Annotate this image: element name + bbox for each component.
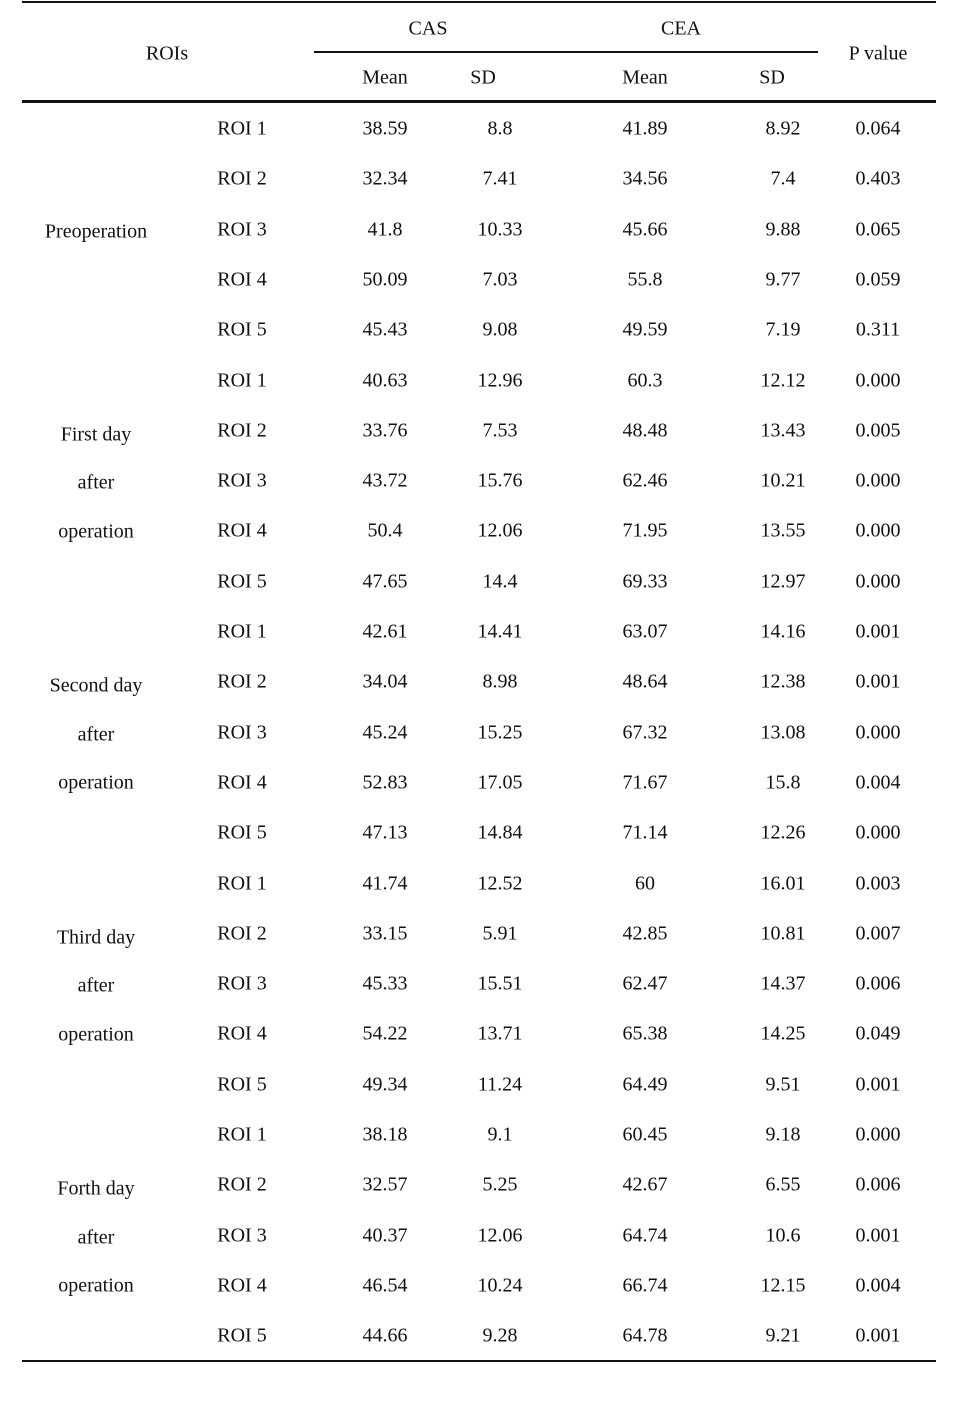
cell-roi: ROI 2 <box>217 419 267 442</box>
cell-cea-mean: 71.14 <box>622 821 668 844</box>
cell-cas-sd: 12.96 <box>477 369 523 391</box>
cell-roi: ROI 2 <box>217 167 267 190</box>
cell-cea-mean: 64.74 <box>622 1224 668 1247</box>
cell-cas-sd: 15.51 <box>477 972 523 995</box>
cell-p: 0.001 <box>855 620 901 643</box>
header-cas: CAS <box>408 17 448 40</box>
cell-cea-mean: 67.32 <box>622 721 668 744</box>
cell-p: 0.311 <box>855 318 901 341</box>
cell-roi: ROI 1 <box>217 369 267 391</box>
cell-p: 0.004 <box>855 1274 901 1297</box>
cell-cas-mean: 44.66 <box>362 1324 408 1347</box>
cell-cas-mean: 40.63 <box>362 369 408 391</box>
header-cea-sd: SD <box>759 66 785 89</box>
cell-cea-mean: 60 <box>635 872 655 894</box>
cell-cea-sd: 9.88 <box>765 218 801 241</box>
cell-p: 0.064 <box>855 117 901 140</box>
cell-cea-sd: 12.15 <box>760 1274 806 1297</box>
group-label: Preoperation <box>44 220 148 243</box>
cell-cea-mean: 49.59 <box>622 318 668 341</box>
header-cas-mean: Mean <box>362 66 408 89</box>
cell-roi: ROI 3 <box>217 218 267 241</box>
cell-cea-mean: 41.89 <box>622 117 668 140</box>
cell-cea-sd: 10.21 <box>760 469 806 492</box>
cell-roi: ROI 1 <box>217 1123 267 1146</box>
cell-cea-mean: 71.95 <box>622 519 668 542</box>
cell-cas-sd: 8.8 <box>487 117 513 140</box>
cell-cas-sd: 13.71 <box>477 1022 523 1045</box>
group-label: after <box>77 723 115 746</box>
cell-p: 0.006 <box>855 972 901 995</box>
cell-cea-mean: 42.85 <box>622 922 668 945</box>
cell-cas-sd: 14.84 <box>477 821 523 844</box>
cell-cas-sd: 7.53 <box>482 419 518 442</box>
cell-cea-mean: 63.07 <box>622 620 668 643</box>
header-bottom-rule <box>22 100 936 103</box>
cell-roi: ROI 3 <box>217 972 267 995</box>
cell-cea-mean: 71.67 <box>622 771 668 794</box>
cell-cea-sd: 13.43 <box>760 419 806 442</box>
cell-p: 0.005 <box>855 419 901 442</box>
cell-cea-sd: 12.26 <box>760 821 806 844</box>
cell-p: 0.001 <box>855 1073 901 1096</box>
cell-p: 0.065 <box>855 218 901 241</box>
cell-roi: ROI 4 <box>217 771 267 794</box>
cell-cas-mean: 41.74 <box>362 872 408 894</box>
group-label: Forth day <box>57 1177 135 1200</box>
cell-roi: ROI 4 <box>217 268 267 291</box>
cell-cea-mean: 62.46 <box>622 469 668 492</box>
cell-roi: ROI 5 <box>217 821 267 844</box>
cell-cas-sd: 17.05 <box>477 771 523 794</box>
group-label: operation <box>58 520 134 543</box>
cell-cas-mean: 43.72 <box>362 469 408 492</box>
cell-roi: ROI 1 <box>217 872 267 894</box>
cell-cas-sd: 15.25 <box>477 721 523 744</box>
cell-cea-sd: 10.81 <box>760 922 806 945</box>
cell-p: 0.000 <box>855 570 901 593</box>
cell-p: 0.049 <box>855 1022 901 1045</box>
header-cea: CEA <box>661 17 701 40</box>
cell-cas-mean: 32.34 <box>362 167 408 190</box>
cell-cea-mean: 62.47 <box>622 972 668 995</box>
cell-roi: ROI 2 <box>217 922 267 945</box>
cell-cea-mean: 48.64 <box>622 670 668 693</box>
cell-cea-sd: 8.92 <box>765 117 801 140</box>
cell-roi: ROI 5 <box>217 1324 267 1347</box>
cell-cea-mean: 64.49 <box>622 1073 668 1096</box>
cell-cas-mean: 54.22 <box>362 1022 408 1045</box>
cell-cea-mean: 64.78 <box>622 1324 668 1347</box>
cell-cea-sd: 16.01 <box>760 872 806 894</box>
cell-cas-sd: 7.41 <box>482 167 518 190</box>
cell-cas-mean: 49.34 <box>362 1073 408 1096</box>
cell-p: 0.004 <box>855 771 901 794</box>
cell-cas-mean: 45.43 <box>362 318 408 341</box>
cell-cea-mean: 55.8 <box>627 268 663 291</box>
cell-cas-mean: 50.4 <box>367 519 403 542</box>
cell-cas-sd: 10.33 <box>477 218 523 241</box>
cell-cas-sd: 5.25 <box>482 1173 518 1196</box>
cell-cas-sd: 9.08 <box>482 318 518 341</box>
cell-cas-sd: 10.24 <box>477 1274 523 1297</box>
cell-cas-mean: 47.65 <box>362 570 408 593</box>
cell-cea-sd: 9.51 <box>765 1073 801 1096</box>
cell-cea-mean: 60.3 <box>627 369 663 391</box>
header-p-value: P value <box>848 42 908 65</box>
cell-p: 0.000 <box>855 369 901 391</box>
cell-roi: ROI 3 <box>217 1224 267 1247</box>
group-label: after <box>77 471 115 494</box>
cell-roi: ROI 2 <box>217 670 267 693</box>
group-label: Third day <box>56 926 136 949</box>
cell-cea-mean: 60.45 <box>622 1123 668 1146</box>
cell-cea-sd: 9.21 <box>765 1324 801 1347</box>
table-top-rule <box>22 1 936 3</box>
cell-p: 0.000 <box>855 821 901 844</box>
cell-p: 0.001 <box>855 670 901 693</box>
cell-p: 0.403 <box>855 167 901 190</box>
cell-cas-sd: 7.03 <box>482 268 518 291</box>
cell-cas-sd: 14.4 <box>482 570 518 593</box>
cell-cea-sd: 14.16 <box>760 620 806 643</box>
cell-cas-mean: 47.13 <box>362 821 408 844</box>
cell-cea-sd: 14.37 <box>760 972 806 995</box>
group-header-rule <box>314 51 818 53</box>
group-label: after <box>77 1226 115 1249</box>
cell-cas-mean: 42.61 <box>362 620 408 643</box>
cell-cas-mean: 40.37 <box>362 1224 408 1247</box>
cell-cas-sd: 15.76 <box>477 469 523 492</box>
cell-cea-sd: 15.8 <box>765 771 801 794</box>
cell-cas-mean: 46.54 <box>362 1274 408 1297</box>
cell-cas-sd: 9.1 <box>487 1123 513 1146</box>
cell-cea-sd: 9.77 <box>765 268 801 291</box>
cell-p: 0.001 <box>855 1324 901 1347</box>
cell-cea-mean: 42.67 <box>622 1173 668 1196</box>
cell-cea-sd: 14.25 <box>760 1022 806 1045</box>
cell-cas-sd: 12.52 <box>477 872 523 894</box>
cell-cas-sd: 8.98 <box>482 670 518 693</box>
cell-roi: ROI 1 <box>217 117 267 140</box>
cell-cas-mean: 45.24 <box>362 721 408 744</box>
group-label: after <box>77 974 115 997</box>
header-cas-sd: SD <box>470 66 496 89</box>
header-rois: ROIs <box>145 42 189 65</box>
cell-roi: ROI 1 <box>217 620 267 643</box>
cell-cea-sd: 13.55 <box>760 519 806 542</box>
cell-cas-mean: 50.09 <box>362 268 408 291</box>
cell-roi: ROI 4 <box>217 519 267 542</box>
cell-cas-sd: 12.06 <box>477 519 523 542</box>
cell-cea-mean: 69.33 <box>622 570 668 593</box>
cell-roi: ROI 2 <box>217 1173 267 1196</box>
cell-p: 0.003 <box>855 872 901 894</box>
cell-roi: ROI 3 <box>217 721 267 744</box>
cell-p: 0.000 <box>855 469 901 492</box>
cell-cas-sd: 5.91 <box>482 922 518 945</box>
cell-cas-sd: 9.28 <box>482 1324 518 1347</box>
cell-cas-mean: 38.18 <box>362 1123 408 1146</box>
cell-cea-mean: 48.48 <box>622 419 668 442</box>
group-label: First day <box>60 423 132 446</box>
cell-roi: ROI 5 <box>217 318 267 341</box>
header-cea-mean: Mean <box>622 66 668 89</box>
cell-p: 0.000 <box>855 519 901 542</box>
cell-cea-sd: 6.55 <box>765 1173 801 1196</box>
cell-cas-mean: 41.8 <box>367 218 403 241</box>
cell-cas-mean: 45.33 <box>362 972 408 995</box>
cell-p: 0.007 <box>855 922 901 945</box>
cell-p: 0.001 <box>855 1224 901 1247</box>
cell-cas-sd: 12.06 <box>477 1224 523 1247</box>
cell-cea-mean: 34.56 <box>622 167 668 190</box>
cell-cea-sd: 7.19 <box>765 318 801 341</box>
cell-p: 0.000 <box>855 1123 901 1146</box>
group-label: operation <box>58 1023 134 1046</box>
cell-p: 0.000 <box>855 721 901 744</box>
cell-p: 0.059 <box>855 268 901 291</box>
cell-cea-sd: 10.6 <box>765 1224 801 1247</box>
cell-roi: ROI 5 <box>217 570 267 593</box>
cell-cea-mean: 66.74 <box>622 1274 668 1297</box>
cell-p: 0.006 <box>855 1173 901 1196</box>
cell-cas-mean: 34.04 <box>362 670 408 693</box>
cell-cas-mean: 33.15 <box>362 922 408 945</box>
cell-cea-mean: 65.38 <box>622 1022 668 1045</box>
cell-cas-sd: 11.24 <box>477 1073 523 1096</box>
cell-roi: ROI 3 <box>217 469 267 492</box>
cell-cea-sd: 12.12 <box>760 369 806 391</box>
cell-cea-sd: 12.97 <box>760 570 806 593</box>
cell-roi: ROI 5 <box>217 1073 267 1096</box>
cell-roi: ROI 4 <box>217 1022 267 1045</box>
cell-cea-mean: 45.66 <box>622 218 668 241</box>
cell-cas-mean: 38.59 <box>362 117 408 140</box>
cell-roi: ROI 4 <box>217 1274 267 1297</box>
group-label: operation <box>58 1274 134 1297</box>
cell-cea-sd: 7.4 <box>770 167 796 190</box>
group-label: operation <box>58 771 134 794</box>
cell-cas-mean: 52.83 <box>362 771 408 794</box>
table-bottom-rule <box>22 1360 936 1362</box>
cell-cea-sd: 13.08 <box>760 721 806 744</box>
cell-cas-mean: 32.57 <box>362 1173 408 1196</box>
group-label: Second day <box>49 674 143 697</box>
cell-cas-sd: 14.41 <box>477 620 523 643</box>
cell-cas-mean: 33.76 <box>362 419 408 442</box>
cell-cea-sd: 12.38 <box>760 670 806 693</box>
cell-cea-sd: 9.18 <box>765 1123 801 1146</box>
